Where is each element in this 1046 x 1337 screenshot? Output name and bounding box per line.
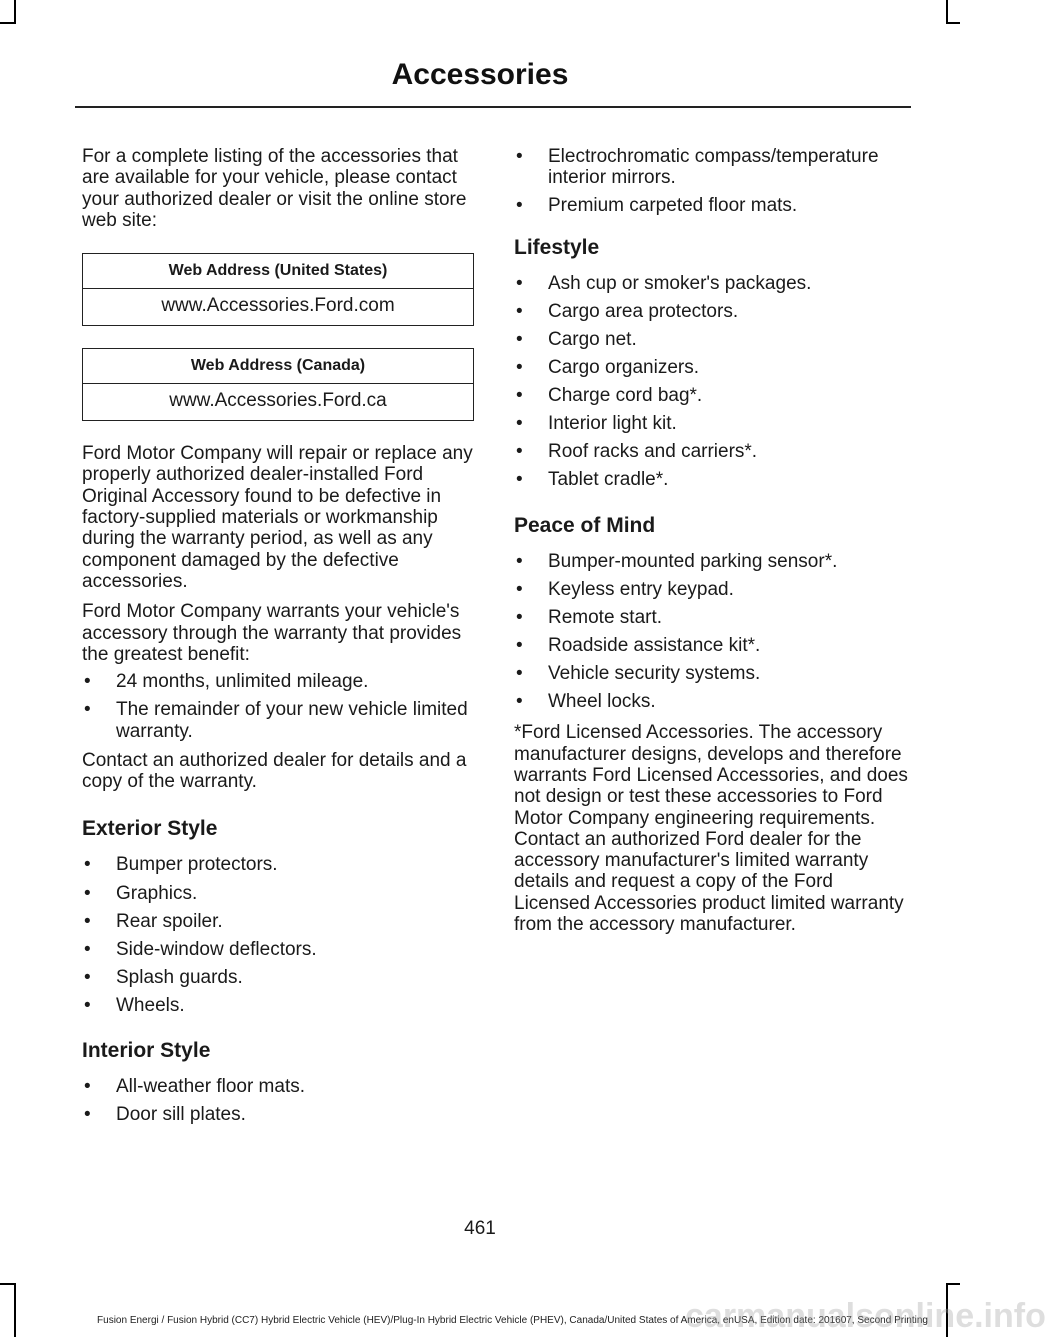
section-heading-lifestyle: Lifestyle bbox=[514, 235, 600, 259]
bullet-icon: • bbox=[516, 606, 523, 628]
list-item: • The remainder of your new vehicle limited warranty. bbox=[84, 699, 468, 742]
list-item: • Door sill plates. bbox=[84, 1104, 246, 1126]
list-item: • Electrochromatic compass/temperature interior mirrors. bbox=[516, 146, 879, 189]
list-item: • Cargo organizers. bbox=[516, 356, 700, 378]
bullet-icon: • bbox=[516, 195, 523, 217]
section-heading-peace-of-mind: Peace of Mind bbox=[514, 513, 656, 537]
left-column bbox=[82, 146, 474, 1136]
intro-paragraph: For a complete listing of the accessories that are available for your vehicle, please contact your authorized dealer or visit the online store web site: bbox=[82, 146, 467, 231]
list-item: • Tablet cradle*. bbox=[516, 469, 669, 491]
crop-mark bbox=[14, 0, 16, 22]
warranty-paragraph-2: Ford Motor Company warrants your vehicle's accessory through the warranty that provides the greatest benefit: bbox=[82, 601, 462, 665]
lifestyle-list bbox=[514, 273, 910, 491]
bullet-icon: • bbox=[84, 1076, 91, 1098]
bullet-icon: • bbox=[516, 146, 523, 167]
list-item: • Cargo area protectors. bbox=[516, 300, 739, 322]
crop-mark bbox=[946, 0, 948, 22]
list-item: • Remote start. bbox=[516, 606, 663, 628]
warranty-paragraph-3: Contact an authorized dealer for details and a copy of the warranty. bbox=[82, 749, 467, 793]
list-item: • Ash cup or smoker's packages. bbox=[516, 272, 812, 294]
bullet-icon: • bbox=[84, 966, 91, 988]
footer-text: Fusion Energi / Fusion Hybrid (CC7) Hybrid Electric Vehicle (HEV)/Plug-In Hybrid Electric Vehicle (PHEV), Canada/United States of America, enUSA, Edition date: 201607, Second Printing bbox=[97, 1315, 928, 1326]
page-number: 461 bbox=[464, 1218, 496, 1239]
list-item: • Roadside assistance kit*. bbox=[516, 634, 761, 656]
list-item: • Charge cord bag*. bbox=[516, 385, 703, 407]
warranty-paragraph-1: Ford Motor Company will repair or replace any properly authorized dealer-installed Ford Original Accessory found to be defective in factory-supplied materials or workmanship during the warranty period, as well as any component damaged by the defective accessories. bbox=[82, 443, 473, 592]
web-address-link-canada[interactable]: www.Accessories.Ford.ca bbox=[169, 390, 387, 412]
list-item: • Graphics. bbox=[84, 882, 198, 904]
list-item: • Bumper-mounted parking sensor*. bbox=[516, 550, 838, 572]
crop-mark bbox=[0, 22, 16, 24]
web-address-table-us bbox=[82, 253, 474, 326]
warranty-list bbox=[82, 671, 474, 742]
right-column bbox=[514, 146, 910, 944]
bullet-icon: • bbox=[516, 328, 523, 350]
crop-mark bbox=[14, 1283, 16, 1337]
page-title: Accessories bbox=[391, 58, 569, 91]
list-item: • Interior light kit. bbox=[516, 413, 677, 435]
bullet-icon: • bbox=[516, 691, 523, 713]
bullet-icon: • bbox=[84, 854, 91, 876]
bullet-icon: • bbox=[84, 882, 91, 904]
list-item: • Wheel locks. bbox=[516, 691, 656, 713]
bullet-icon: • bbox=[84, 994, 91, 1016]
bullet-icon: • bbox=[516, 441, 523, 463]
peace-of-mind-list bbox=[514, 551, 910, 713]
bullet-icon: • bbox=[516, 300, 523, 322]
exterior-list bbox=[82, 854, 474, 1016]
list-item: • Keyless entry keypad. bbox=[516, 578, 734, 600]
bullet-icon: • bbox=[84, 671, 91, 693]
interior-list-right bbox=[514, 146, 910, 217]
bullet-icon: • bbox=[516, 356, 523, 378]
list-item: • Vehicle security systems. bbox=[516, 663, 761, 685]
bullet-icon: • bbox=[84, 1104, 91, 1126]
crop-mark bbox=[0, 1283, 16, 1285]
bullet-icon: • bbox=[516, 550, 523, 572]
list-item: • Roof racks and carriers*. bbox=[516, 441, 758, 463]
interior-list-left bbox=[82, 1076, 474, 1125]
bullet-icon: • bbox=[84, 910, 91, 932]
bullet-icon: • bbox=[516, 272, 523, 294]
bullet-icon: • bbox=[84, 938, 91, 960]
table-header: Web Address (United States) bbox=[83, 254, 473, 289]
bullet-icon: • bbox=[516, 578, 523, 600]
bullet-icon: • bbox=[516, 385, 523, 407]
list-item: • Splash guards. bbox=[84, 966, 243, 988]
bullet-icon: • bbox=[516, 634, 523, 656]
crop-mark bbox=[946, 1283, 960, 1285]
list-item: • Bumper protectors. bbox=[84, 854, 278, 876]
list-item: • Side-window deflectors. bbox=[84, 938, 317, 960]
list-item: • Rear spoiler. bbox=[84, 910, 223, 932]
list-item: • All-weather floor mats. bbox=[84, 1076, 306, 1098]
licensed-accessories-note: *Ford Licensed Accessories. The accessory manufacturer designs, develops and therefore warrants Ford Licensed Accessories, and does not design or test these accessories to Ford Motor Company engineering requirements. Contact an authorized Ford dealer for the accessory manufacturer's limited warranty details and request a copy of the Ford Licensed Accessories product limited warranty from the accessory manufacturer. bbox=[514, 722, 908, 936]
bullet-icon: • bbox=[516, 663, 523, 685]
bullet-icon: • bbox=[84, 699, 91, 721]
bullet-icon: • bbox=[516, 413, 523, 435]
table-header: Web Address (Canada) bbox=[83, 349, 473, 384]
section-heading-exterior: Exterior Style bbox=[82, 817, 218, 841]
crop-mark bbox=[946, 22, 960, 24]
list-item: • 24 months, unlimited mileage. bbox=[84, 671, 369, 693]
web-address-link-us[interactable]: www.Accessories.Ford.com bbox=[161, 295, 395, 317]
watermark: carmanualsonline.info bbox=[685, 1297, 1046, 1335]
header-divider bbox=[75, 106, 911, 108]
section-heading-interior: Interior Style bbox=[82, 1039, 211, 1063]
web-address-table-canada bbox=[82, 348, 474, 421]
list-item: • Premium carpeted floor mats. bbox=[516, 195, 798, 217]
list-item: • Wheels. bbox=[84, 994, 185, 1016]
bullet-icon: • bbox=[516, 469, 523, 491]
list-item: • Cargo net. bbox=[516, 328, 637, 350]
